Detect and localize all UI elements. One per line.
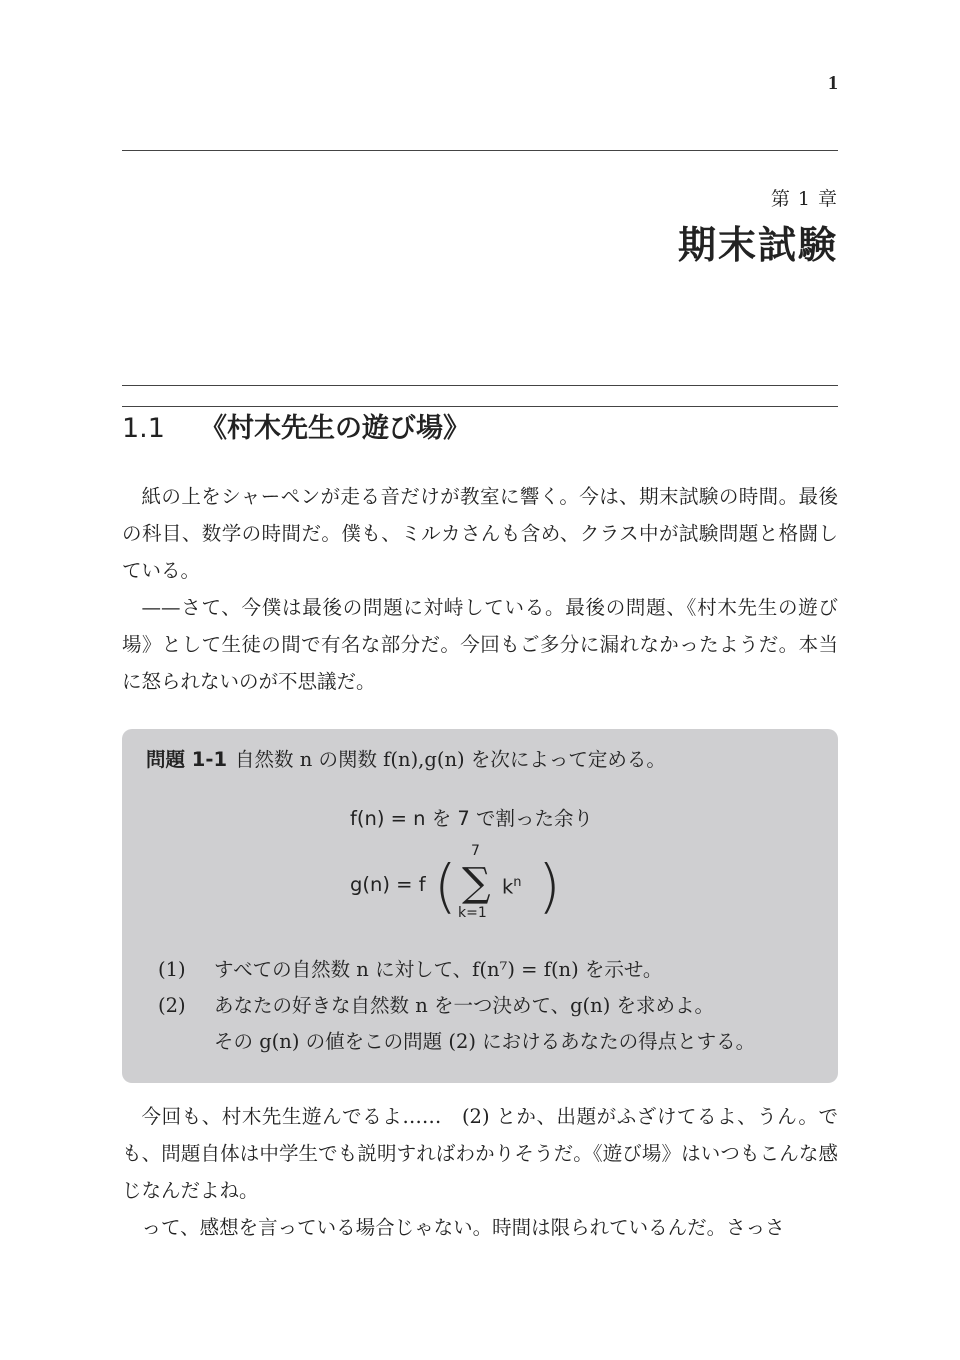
sum-base: k (502, 875, 514, 899)
top-rule (122, 150, 838, 151)
page-number: 1 (828, 72, 838, 94)
right-paren: ) (538, 852, 561, 920)
sum-lower-limit: k=1 (458, 905, 487, 921)
chapter-label: 第 1 章 (770, 188, 838, 210)
body-text-bottom (122, 1098, 838, 1246)
question-text: あなたの好きな自然数 n を一つ決めて、g(n) を求めよ。 (214, 994, 715, 1017)
equation-g-lhs: g(n) = f (350, 873, 426, 896)
problem-box (122, 729, 838, 1083)
sum-upper-limit: 7 (471, 843, 480, 859)
question-continuation: その g(n) の値をこの問題 (2) におけるあなたの得点とする。 (214, 1030, 756, 1053)
equation-g (350, 843, 610, 929)
problem-label: 問題 1-1 (146, 748, 228, 771)
body-text-top (122, 478, 838, 700)
sigma-symbol: ∑ (462, 860, 491, 906)
section-heading (122, 406, 470, 445)
paragraph: 今回も、村木先生遊んでるよ…… (2) とか、出題がふざけてるよ、うん。でも、問題自体は中学生でも説明すればわかりそうだ。《遊び場》はいつもこんな感じなんだよね。 (122, 1105, 838, 1202)
section-rule-top (122, 385, 838, 386)
question-item (158, 953, 662, 987)
question-text: すべての自然数 n に対して、f(n⁷) = f(n) を示せ。 (214, 958, 663, 981)
section-title: 《村木先生の遊び場》 (200, 413, 470, 444)
equation-f: f(n) = n を 7 で割った余り (350, 807, 594, 830)
question-number: (2) (158, 994, 186, 1017)
question-number: (1) (158, 958, 186, 981)
problem-intro (146, 743, 814, 777)
sum-exponent: n (513, 875, 522, 890)
paragraph: 紙の上をシャーペンが走る音だけが教室に響く。今は、期末試験の時間。最後の科目、数学の時間だ。僕も、ミルカさんも含め、クラス中が試験問題と格闘している。 (122, 485, 838, 582)
section-number: 1.1 (122, 413, 165, 444)
question-item (158, 989, 714, 1023)
sum-term (502, 875, 522, 899)
left-paren: ( (434, 852, 457, 920)
paragraph: ——さて、今僕は最後の問題に対峙している。最後の問題、《村木先生の遊び場》として生徒の間で有名な部分だ。今回もご多分に漏れなかったようだ。本当に怒られないのが不思議だ。 (122, 596, 838, 693)
problem-intro-text: 自然数 n の関数 f(n),g(n) を次によって定める。 (235, 748, 666, 771)
chapter-title: 期末試験 (677, 223, 838, 267)
paragraph: って、感想を言っている場合じゃない。時間は限られているんだ。さっさ (141, 1216, 785, 1239)
